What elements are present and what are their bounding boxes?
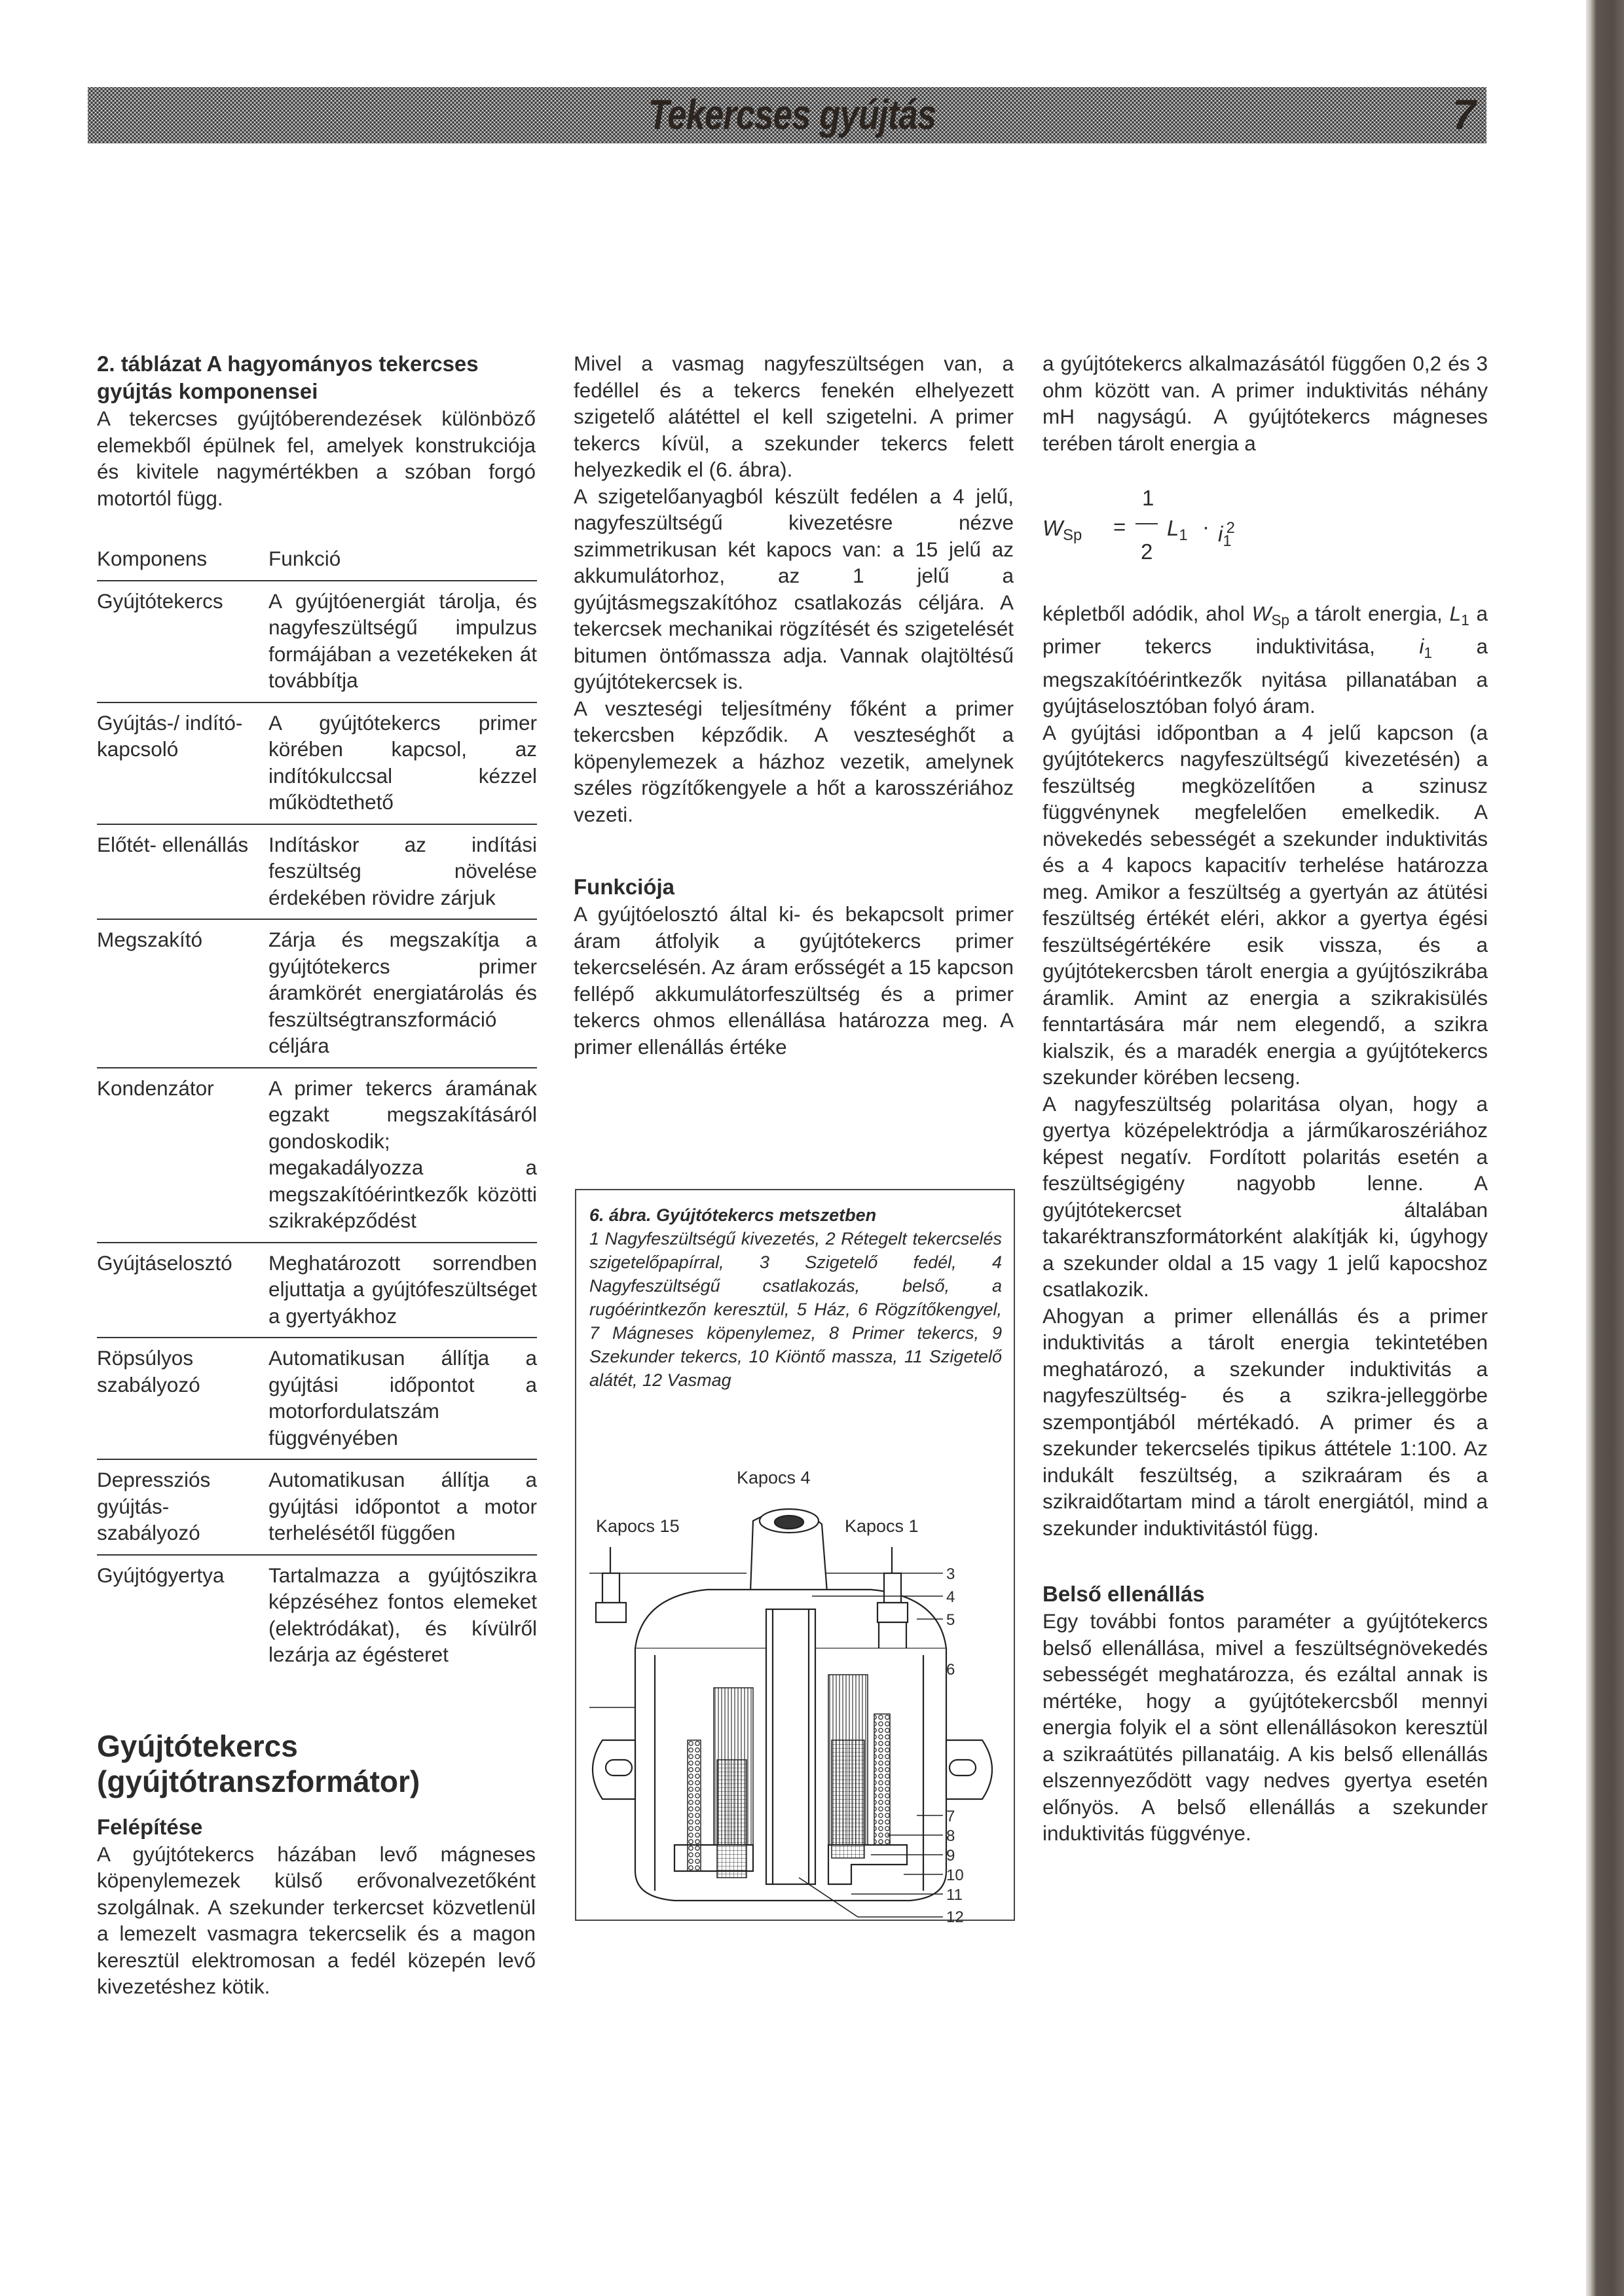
component-cell: Gyújtáselosztó bbox=[97, 1243, 268, 1338]
running-header-title: Tekercses gyújtás bbox=[648, 91, 936, 138]
component-cell: Megszakító bbox=[97, 919, 268, 1068]
subheading-structure: Felépítése bbox=[97, 1814, 203, 1839]
callout-5: 5 bbox=[946, 1611, 955, 1629]
paragraph: A veszteségi teljesítmény főként a primer tekercsben képződik. A veszteséghőt a köpenylemezek a házhoz vezetik, amelynek széles rögzítőkengyele a hőt a karosszériához vezeti. bbox=[574, 696, 1014, 826]
paragraph-structure: A gyújtótekercs házában levő mágneses köpenylemezek külső erővonalvezetőként szolgálnak. A szekunder terkercset közvetlenül a lemezelt vasmagra tekercselik és a magon keresztül elektromosan a fedél közepén levő kivezetéshez kötik. bbox=[97, 1842, 536, 1998]
callout-6: 6 bbox=[946, 1661, 955, 1679]
figure-6 bbox=[575, 1189, 1015, 1921]
table-intro: A tekercses gyújtóberendezések különböző elemekből épülnek fel, amelyek konstrukciója és kivitele nagymértékben a szóban forgó motortól függ. bbox=[97, 407, 536, 510]
section-heading: Gyújtótekercs (gyújtótranszformátor) bbox=[97, 1728, 420, 1798]
formula-fraction-bar bbox=[1135, 523, 1158, 524]
table-row bbox=[97, 1459, 537, 1555]
paragraph: Mivel a vasmag nagyfeszültségen van, a fedéllel és a tekercs fenekén elhelyezett szigetelő alátéttel el kell szigetelni. A primer tekercs kívül, a szekunder tekercs felett helyezkedik el (6. ábra). bbox=[574, 352, 1014, 481]
subheading-internal-resistance: Belső ellenállás bbox=[1043, 1582, 1205, 1607]
page-number: 7 bbox=[1452, 91, 1476, 138]
formula-lhs: $W_{Sp}$ bbox=[1043, 516, 1082, 545]
paragraph: Ahogyan a primer ellenállás és a primer induktivitás a tárolt energia tekintetében meghatározó, a szekunder induktivitás a nagyfeszültség- és a szikra-jelleggörbe szempontjából mértékadó. A primer és a szekunder tekercselés tipikus áttétele 1:100. Az indukált feszültség, a szikraáram és a szikraidőtartam mind a tárolt energiától, mind a szekunder induktivitástól függ. bbox=[1043, 1303, 1488, 1540]
table-row bbox=[97, 1338, 537, 1459]
component-cell: Gyújtótekercs bbox=[97, 581, 268, 702]
table-title: 2. táblázat A hagyományos tekercses gyújtás komponensei bbox=[97, 352, 479, 403]
formula-equals: = bbox=[1113, 515, 1126, 539]
function-cell: A gyújtótekercs primer körében kapcsol, az indítókulccsal kézzel működtethető bbox=[268, 702, 537, 824]
formula-numerator: 1 bbox=[1142, 486, 1154, 510]
callout-11: 11 bbox=[946, 1886, 963, 1904]
function-cell: Automatikusan állítja a gyújtási időpontot a motor terhelésétől függően bbox=[268, 1459, 537, 1555]
callout-8: 8 bbox=[946, 1827, 955, 1845]
callout-12: 12 bbox=[946, 1908, 964, 1922]
formula-dot: · bbox=[1202, 515, 1209, 539]
component-cell: Gyújtógyertya bbox=[97, 1563, 225, 1587]
column-header-component: Komponens bbox=[97, 545, 268, 581]
function-cell: A primer tekercs áramának egzakt megszakításáról gondoskodik; megakadályozza a megszakítóérintkezők közötti szikraképződést bbox=[268, 1068, 537, 1243]
callout-4: 4 bbox=[946, 1588, 955, 1606]
energy-formula bbox=[1043, 483, 1488, 581]
table-row bbox=[97, 702, 537, 824]
column-right bbox=[1043, 350, 1488, 1847]
column-middle bbox=[574, 350, 1014, 1060]
function-cell: Zárja és megszakítja a gyújtótekercs primer áramkörét energiatárolás és feszültségtranszformáció céljára bbox=[268, 919, 537, 1068]
table-row bbox=[97, 824, 537, 920]
function-cell: Indításkor az indítási feszültség növelése érdekében rövidre zárjuk bbox=[268, 824, 537, 920]
paragraph-function: A gyújtóelosztó által ki- és bekapcsolt primer áram átfolyik a gyújtótekercs primer tekercselésén. Az áram erősségét a 15 kapcson fellépő akkumulátorfeszültség és a primer tekercs ohmos ellenállása határozza meg. A primer ellenállás értéke bbox=[574, 902, 1014, 1059]
formula-current: $i_1^2$ bbox=[1218, 519, 1235, 551]
scan-edge-shadow bbox=[1586, 0, 1624, 2296]
function-cell: Automatikusan állítja a gyújtási időpontot a motorfordulatszám függvényében bbox=[268, 1338, 537, 1459]
subheading-function: Funkciója bbox=[574, 875, 675, 899]
paragraph: a gyújtótekercs alkalmazásától függően 0,2 és 3 ohm között van. A primer induktivitás néhány mH nagyságú. A gyújtótekercs mágneses terében tárolt energia a bbox=[1043, 352, 1488, 455]
paragraph-internal-resistance: Egy további fontos paraméter a gyújtótekercs belső ellenállása, mivel a feszültségnövekedés sebességét meghatározza, és ezáltal annak is mértéke, hogy a gyújtótekercsből mennyi energia folyik el a sönt ellenállásokon keresztül a szikraátütés pillanatáig. A kis belső ellenállás elszennyeződött vagy nedves gyertya esetén előnyös. A belső ellenállás a szekunder induktivitás függvénye. bbox=[1043, 1609, 1488, 1846]
callout-7: 7 bbox=[946, 1808, 955, 1825]
component-cell: Kondenzátor bbox=[97, 1068, 268, 1243]
formula-inductance: $L_1$ bbox=[1167, 516, 1188, 545]
component-cell: Gyújtás-/ indító-kapcsoló bbox=[97, 702, 268, 824]
label-kapocs-15: Kapocs 15 bbox=[596, 1516, 680, 1536]
label-kapocs-1: Kapocs 1 bbox=[845, 1516, 919, 1536]
table-row bbox=[97, 1068, 537, 1243]
function-cell: A gyújtóenergiát tárolja, és nagyfeszültségű impulzus formájában a vezetékeken át továbbítja bbox=[268, 581, 537, 702]
label-kapocs-4: Kapocs 4 bbox=[737, 1468, 811, 1487]
table-row bbox=[97, 919, 537, 1068]
component-cell: Depressziós gyújtás- szabályozó bbox=[97, 1459, 268, 1555]
paragraph-formula-explanation: képletből adódik, ahol $W_{Sp}$ a tárolt energia, $L_1$ a primer tekercs induktivitása, $i_1$ a megszakítóérintkezők nyitása pillanatában a gyújtáselosztóban folyó áram. bbox=[1043, 602, 1488, 718]
figure-caption-title: 6. ábra. Gyújtótekercs metszetben bbox=[589, 1205, 877, 1225]
paragraph: A gyújtási időpontban a 4 jelű kapcson (a gyújtótekercs nagyfeszültségű kivezetésén) a feszültség megközelítően a szinusz függvénynek megfelelően emelkedik. A növekedés sebességét a szekunder induktivitás és a 4 kapocs kapacitív terhelése határozza meg. Amikor a feszültség a gyertyán az átütési feszültség értékét eléri, akkor a gyertya égési feszültségértékére esik vissza, és a gyújtótekercsben tárolt energia a gyújtószikrába áramlik. Amint az energia a szikrakisülés fenntartására már nem elegendő, a szikra kialszik, és a maradék energia a gyújtótekercs szekunder körében lecseng. bbox=[1043, 720, 1488, 1089]
table-row bbox=[97, 581, 537, 702]
callout-3: 3 bbox=[946, 1565, 955, 1583]
function-cell: Meghatározott sorrendben eljuttatja a gyújtófeszültséget a gyertyákhoz bbox=[268, 1243, 537, 1338]
component-cell: Előtét- ellenállás bbox=[97, 824, 268, 920]
figure-caption-text: 1 Nagyfeszültségű kivezetés, 2 Rétegelt tekercselés szigetelőpapírral, 3 Szigetelő fedél, 4 Nagyfeszültségű csatlakozás, belső, a rugóérintkezőn keresztül, 5 Ház, 6 Rögzítőkengyel, 7 Mágneses köpenylemez, 8 Primer tekercs, 9 Szekunder tekercs, 10 Kiöntő massza, 11 Szigetelő alátét, 12 Vasmag bbox=[589, 1229, 1002, 1390]
paragraph: A nagyfeszültség polaritása olyan, hogy a gyertya középelektródja a járműkaroszériához képest negatív. Fordított polaritás esetén a feszültségigény nagyobb lenne. A gyújtótekercset általában takaréktranszformátorként alakítják ki, úgyhogy a szekunder oldal a 15 vagy 1 jelű kapocshoz csatlakozik. bbox=[1043, 1091, 1488, 1302]
components-table bbox=[97, 545, 537, 1676]
function-cell: Tartalmazza a gyújtószikra képzéséhez fontos elemeket (elektródákat), és kívülről lezárja az égésteret bbox=[268, 1563, 537, 1666]
table-header-row bbox=[97, 545, 537, 581]
paragraph: A szigetelőanyagból készült fedélen a 4 jelű, nagyfeszültségű kivezetésre nézve szimmetrikusan két kapocs van: a 15 jelű az akkumulátorhoz, az 1 jelű a gyújtásmegszakítóhoz csatlakozás céljára. A tekercsek mechanikai rögzítését és szigetelését bitumen öntőmassza adja. Vannak olajtöltésű gyújtótekercsek is. bbox=[574, 484, 1014, 693]
table-row bbox=[97, 1243, 537, 1338]
table-row bbox=[97, 1555, 537, 1676]
component-cell: Röpsúlyos szabályozó bbox=[97, 1338, 268, 1459]
ignition-coil-cross-section-diagram bbox=[576, 1190, 1016, 1922]
column-header-function: Funkció bbox=[268, 545, 537, 581]
column-left bbox=[97, 350, 536, 2000]
formula-denominator: 2 bbox=[1141, 539, 1153, 564]
callout-10: 10 bbox=[946, 1867, 964, 1884]
callout-9: 9 bbox=[946, 1847, 955, 1865]
